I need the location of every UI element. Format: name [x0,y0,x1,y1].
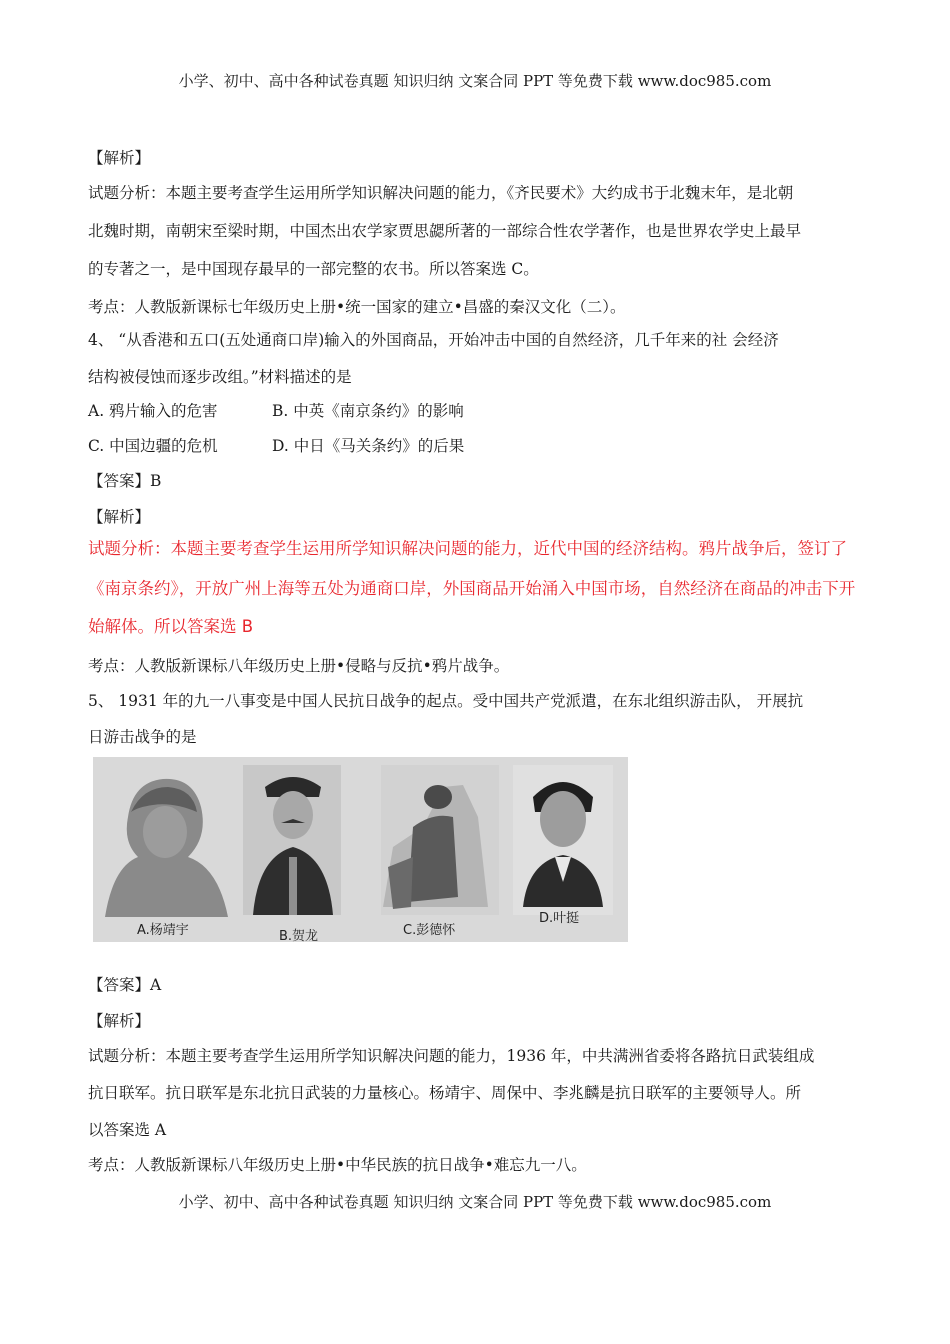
photo-caption-c: C.彭德怀 [403,923,456,938]
q5-analysis-line: 试题分析：本题主要考查学生运用所学知识解决问题的能力，1936 年，中共满洲省委将各路抗日武装组成 [88,1047,815,1065]
q4-option-a: A. 鸦片输入的危害 [88,402,218,420]
portrait-d-man [513,765,613,915]
q4-option-b: B. 中英《南京条约》的影响 [272,402,464,420]
portrait-b-officer [243,765,341,915]
q4-stem-line: 结构被侵蚀而逐步改组。”材料描述的是 [88,368,352,386]
page-footer: 小学、初中、高中各种试卷真题 知识归纳 文案合同 PPT 等免费下载 www.doc985.com [178,1193,772,1211]
portrait-c-soldier [381,765,499,915]
q3-analysis-line: 试题分析：本题主要考查学生运用所学知识解决问题的能力，《齐民要术》大约成书于北魏末年，是北朝 [88,184,794,202]
q4-option-c: C. 中国边疆的危机 [88,437,218,455]
photo-caption-d: D.叶挺 [539,911,580,926]
q4-answer: 【答案】B [88,472,162,490]
q5-answer: 【答案】A [88,976,162,994]
photo-caption-b: B.贺龙 [279,929,319,942]
q4-analysis-line: 始解体。所以答案选 B [88,617,254,636]
q5-stem-line: 5、 1931 年的九一八事变是中国人民抗日战争的起点。受中国共产党派遣，在东北组织游击队， 开展抗 [88,692,804,710]
page-header: 小学、初中、高中各种试卷真题 知识归纳 文案合同 PPT 等免费下载 www.doc985.com [178,72,772,90]
q4-analysis-label: 【解析】 [88,508,151,526]
q5-analysis-line: 以答案选 A [88,1121,167,1139]
q5-analysis-label: 【解析】 [88,1012,151,1030]
q3-analysis-line: 北魏时期，南朝宋至梁时期，中国杰出农学家贾思勰所著的一部综合性农学著作，也是世界农学史上最早 [88,222,802,240]
q3-analysis-label: 【解析】 [88,149,151,167]
q5-stem-line: 日游击战争的是 [88,728,197,746]
q4-option-d: D. 中日《马关条约》的后果 [272,437,465,455]
q5-analysis-line: 抗日联军。抗日联军是东北抗日武装的力量核心。杨靖宇、周保中、李兆麟是抗日联军的主要领导人。所 [88,1084,802,1102]
photo-caption-a: A.杨靖宇 [137,923,189,938]
portrait-photo-strip [93,757,628,942]
q4-kaodian: 考点：人教版新课标八年级历史上册•侵略与反抗•鸦片战争。 [88,657,510,675]
q4-analysis-line: 试题分析：本题主要考查学生运用所学知识解决问题的能力，近代中国的经济结构。鸦片战争后，签订了 [88,539,847,558]
q3-kaodian: 考点：人教版新课标七年级历史上册•统一国家的建立•昌盛的秦汉文化（二）。 [88,298,626,316]
q5-kaodian: 考点：人教版新课标八年级历史上册•中华民族的抗日战争•难忘九一八。 [88,1156,587,1174]
q4-stem-line: 4、 “从香港和五口(五处通商口岸)输入的外国商品，开始冲击中国的自然经济，几千年来的社 会经济 [88,331,779,349]
q4-analysis-line: 《南京条约》，开放广州上海等五处为通商口岸，外国商品开始涌入中国市场，自然经济在商品的冲击下开 [88,579,856,598]
q3-analysis-line: 的专著之一，是中国现存最早的一部完整的农书。所以答案选 C。 [88,260,539,278]
